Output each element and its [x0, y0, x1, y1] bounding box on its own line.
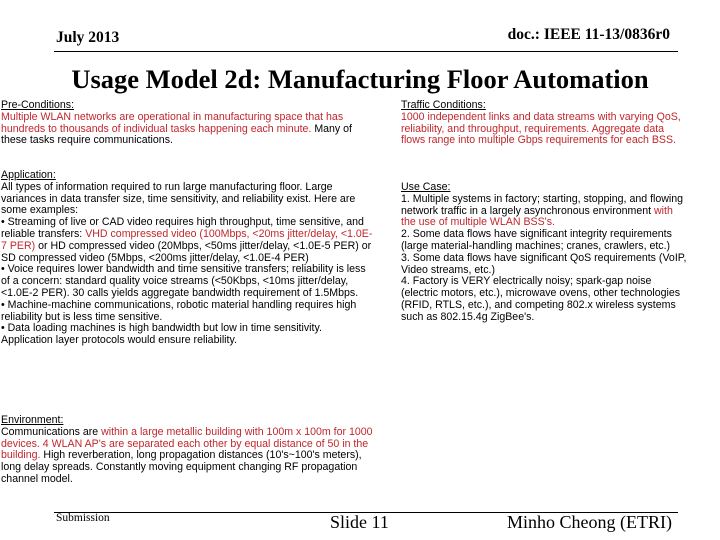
footer-slide-number: Slide 11: [330, 512, 389, 532]
application-bullet-video: • Streaming of live or CAD video requires high throughput, time sensitive, and reliable transfers: VHD compressed video (100Mbps, <20ms jitter/delay, <1.0E-7 PER) or HD compressed video (20Mbps, <50ms jitter/delay, <1.0E-5 PER) or SD compressed video (5Mbps, <200ms jitter/delay, <1.0E-4 PER): [1, 216, 373, 264]
application-bullet-machine: • Machine-machine communications, robotic material handling requires high reliability but is less time sensitive.: [1, 298, 357, 323]
slide-title: Usage Model 2d: Manufacturing Floor Automation: [71, 64, 649, 94]
usecase-item-3: 3. Some data flows have significant QoS requirements (VoIP, Video streams, etc.): [401, 251, 687, 276]
usecase-item-1: 1. Multiple systems in factory; starting, stopping, and flowing network traffic in a largely asynchronous environment with the use of multiple WLAN BSS's.: [401, 192, 684, 229]
application-heading: Application:: [1, 169, 56, 181]
preconditions-red-text: Multiple WLAN networks are operational in manufacturing space that has hundreds to thousands of individual tasks happening each minute.: [1, 110, 344, 135]
application-bullet-data: • Data loading machines is high bandwidth but low in time sensitivity. Application layer protocols would ensure reliability.: [1, 322, 322, 347]
usecase-heading: Use Case:: [401, 181, 451, 193]
header-date: July 2013: [56, 29, 120, 46]
traffic-block: [401, 100, 687, 147]
traffic-heading: Traffic Conditions:: [401, 99, 486, 111]
usecase-item-2: 2. Some data flows have significant integrity requirements (large material-handling machines; cranes, crawlers, etc.): [401, 228, 672, 252]
traffic-text: 1000 independent links and data streams with varying QoS, reliability, and throughput, requirements. Aggregate data flows range into multiple Gbps requirements for each BSS.: [401, 110, 681, 147]
header-doc-id: doc.: IEEE 11-13/0836r0: [507, 26, 670, 43]
preconditions-heading: Pre-Conditions:: [1, 99, 75, 111]
preconditions-text: Many of these tasks require communications.: [1, 122, 353, 147]
environment-block: [1, 415, 373, 486]
environment-heading: Environment:: [1, 414, 64, 426]
environment-text-1: Communications are: [1, 425, 102, 438]
environment-text-2: High reverberation, long propagation distances (10's~100's meters), long delay spreads. Constantly moving equipment changing RF propagation channel model.: [1, 449, 362, 485]
application-intro: All types of information required to run large manufacturing floor. Large variances in data transfer size, time sensitivity, and reliability exist. Here are some examples:: [1, 180, 356, 217]
application-block: [1, 170, 373, 347]
preconditions-block: [1, 100, 373, 147]
footer-author: Minho Cheong (ETRI): [507, 512, 672, 532]
usecase-item-4: 4. Factory is VERY electrically noisy; spark-gap noise (electric motors, etc.), microwave ovens, other technologies (RFID, RTLS, etc.), and competing 802.x wireless systems such as 802.15.4g ZigBee's.: [401, 275, 681, 323]
footer-submission: Submission: [56, 512, 110, 524]
usecase-block: [401, 182, 687, 324]
application-bullet-voice: • Voice requires lower bandwidth and time sensitive transfers; reliability is less of a concern: standard quality voice streams (<50Kbps, <10ms jitter/delay, <1.0E-2 PER). 30 calls yields aggregate bandwidth requirement of 1.5Mbps.: [1, 263, 366, 299]
header-rule: [54, 51, 678, 52]
environment-red-text: within a large metallic building with 100m x 100m for 1000 devices. 4 WLAN AP's are separated each other by equal distance of 50 in the building.: [1, 425, 373, 462]
